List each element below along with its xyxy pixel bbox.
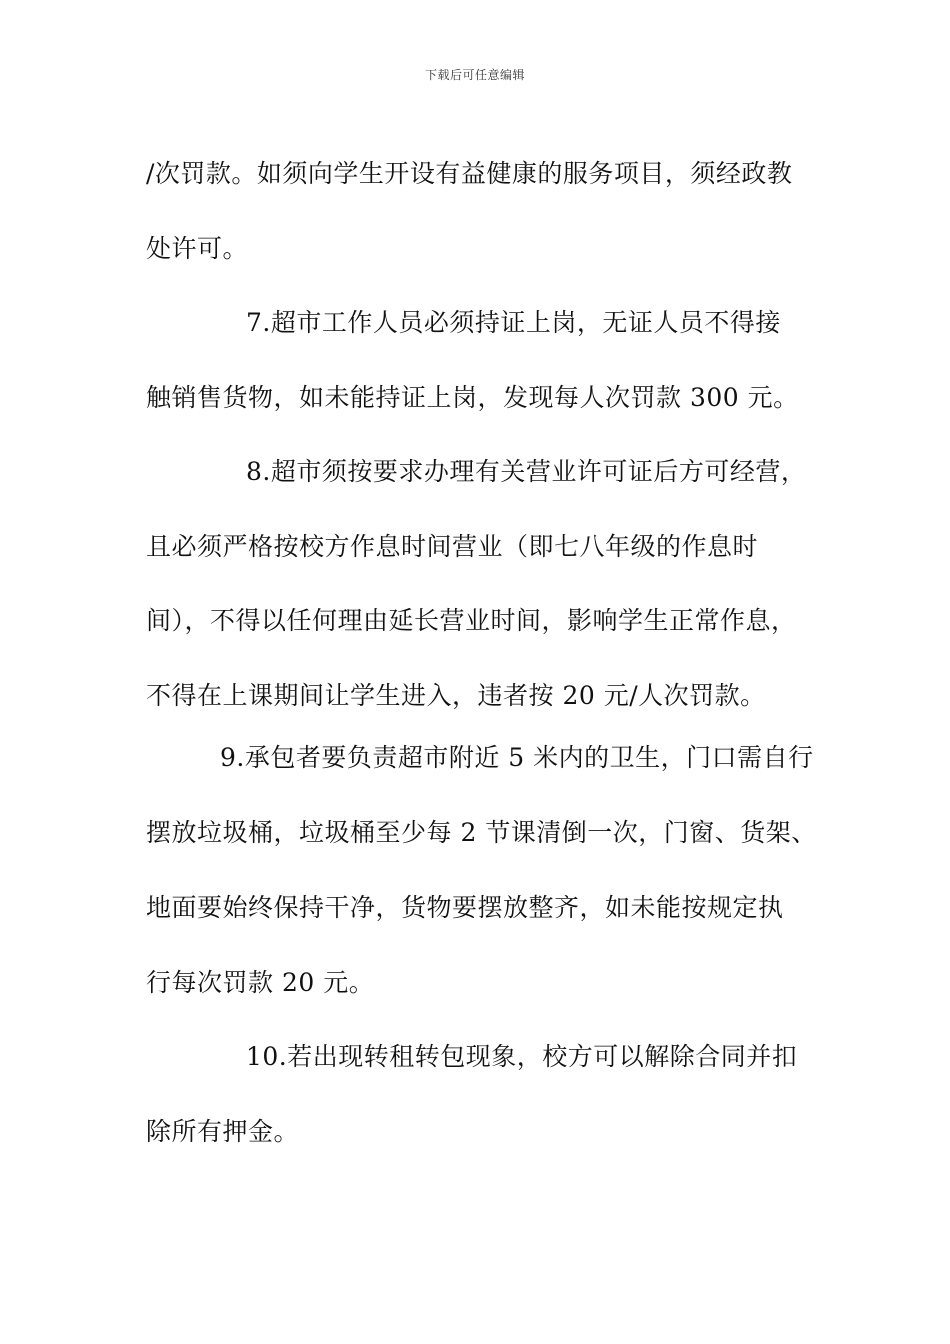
- body-line: 行每次罚款 20 元。: [146, 968, 375, 997]
- body-line: 8.超市须按要求办理有关营业许可证后方可经营，: [246, 457, 807, 486]
- body-line: 10.若出现转租转包现象，校方可以解除合同并扣: [246, 1042, 798, 1071]
- body-line: 7.超市工作人员必须持证上岗，无证人员不得接: [246, 308, 781, 337]
- body-line: 除所有押金。: [146, 1117, 300, 1146]
- body-line: 触销售货物，如未能持证上岗，发现每人次罚款 300 元。: [146, 383, 799, 412]
- body-line: 地面要始终保持干净，货物要摆放整齐，如未能按规定执: [146, 893, 784, 922]
- body-line: /次罚款。如须向学生开设有益健康的服务项目，须经政教: [146, 159, 793, 188]
- body-line: 且必须严格按校方作息时间营业（即七八年级的作息时: [146, 532, 759, 561]
- body-line: 摆放垃圾桶，垃圾桶至少每 2 节课清倒一次，门窗、货架、: [146, 818, 817, 847]
- body-line: 处许可。: [146, 234, 249, 263]
- body-line: 间），不得以任何理由延长营业时间，影响学生正常作息，: [146, 606, 797, 635]
- body-line: 9.承包者要负责超市附近 5 米内的卫生，门口需自行: [220, 743, 814, 772]
- body-line: 不得在上课期间让学生进入，违者按 20 元/人次罚款。: [146, 681, 766, 710]
- header-note: 下载后可任意编辑: [424, 68, 525, 82]
